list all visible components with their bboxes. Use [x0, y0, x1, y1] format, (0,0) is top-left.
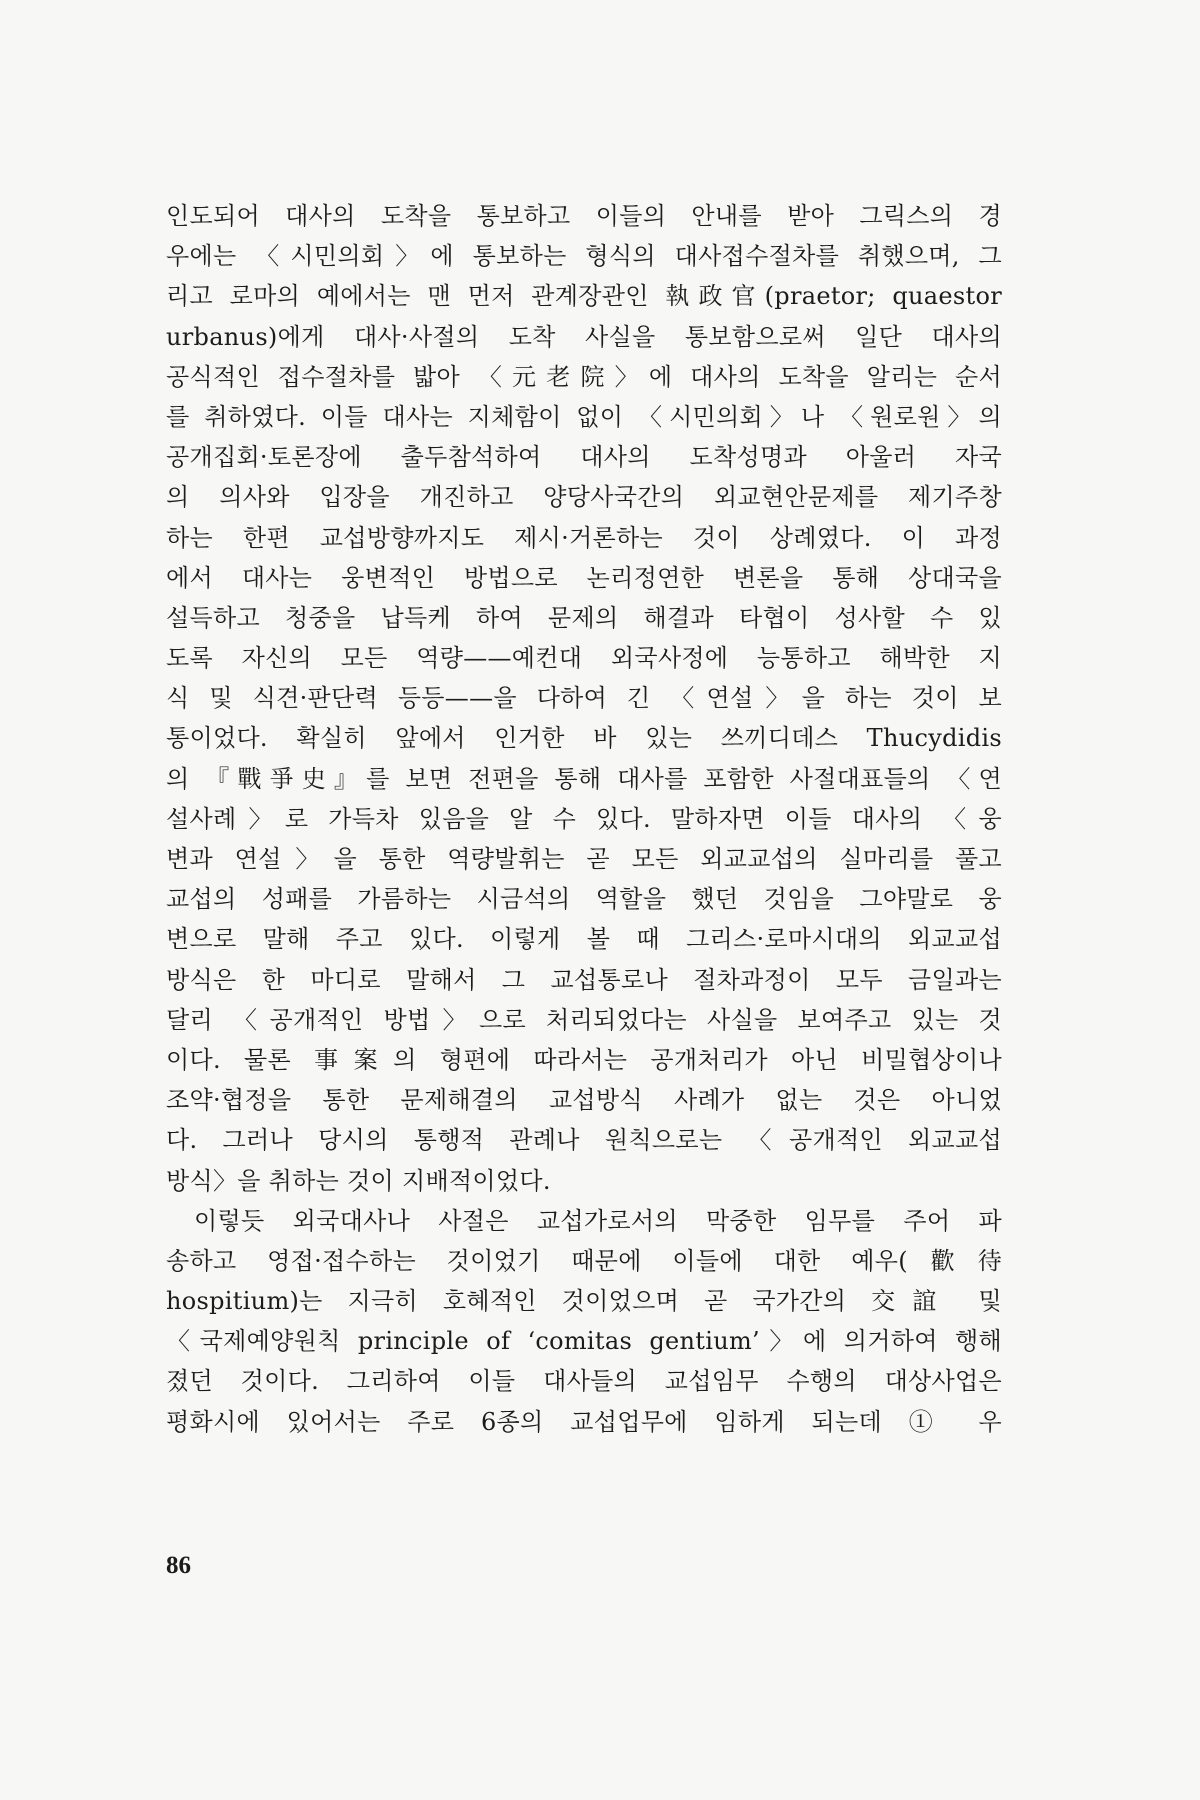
- text-line: 변으로 말해 주고 있다. 이렇게 볼 때 그리스·로마시대의 외교교섭: [166, 925, 1002, 954]
- text-line: 도록 자신의 모든 역량——예컨대 외국사정에 능통하고 해박한 지: [166, 644, 1002, 673]
- text-line: 교섭의 성패를 가름하는 시금석의 역할을 했던 것임을 그야말로 웅: [166, 885, 1002, 914]
- body-text: [166, 196, 1002, 1442]
- text-line: 이다. 물론 事案의 형편에 따라서는 공개처리가 아닌 비밀협상이나: [166, 1045, 1002, 1074]
- text-line: 공식적인 접수절차를 밟아 〈元老院〉에 대사의 도착을 알리는 순서: [166, 362, 1002, 391]
- text-line: 방식은 한 마디로 말해서 그 교섭통로나 절차과정이 모두 금일과는: [166, 965, 1002, 994]
- text-line: 통이었다. 확실히 앞에서 인거한 바 있는 쓰끼디데스 Thucydidis: [166, 724, 1002, 753]
- text-line: 다. 그러나 당시의 통행적 관례나 원칙으로는 〈공개적인 외교교섭: [166, 1126, 1002, 1155]
- text-line: 〈국제예양원칙 principle of ‘comitas gentium’〉에 의거하여 행해: [166, 1327, 1002, 1356]
- text-line: hospitium)는 지극히 호혜적인 것이었으며 곧 국가간의 交誼 및: [166, 1287, 1002, 1316]
- text-line: urbanus)에게 대사·사절의 도착 사실을 통보함으로써 일단 대사의: [166, 322, 1002, 351]
- paragraph-start-line: 이렇듯 외국대사나 사절은 교섭가로서의 막중한 임무를 주어 파: [194, 1206, 1002, 1235]
- text-line: 공개집회·토론장에 출두참석하여 대사의 도착성명과 아울러 자국: [166, 443, 1002, 472]
- text-line: 방식〉을 취하는 것이 지배적이었다.: [166, 1166, 551, 1195]
- text-line: 설득하고 청중을 납득케 하여 문제의 해결과 타협이 성사할 수 있: [166, 603, 1002, 632]
- page-number: 86: [166, 1552, 191, 1579]
- text-line: 우에는 〈시민의회〉에 통보하는 형식의 대사접수절차를 취했으며, 그: [166, 242, 1002, 271]
- text-line: 평화시에 있어서는 주로 6종의 교섭업무에 임하게 되는데 ① 우: [166, 1407, 1002, 1436]
- text-line: 의 의사와 입장을 개진하고 양당사국간의 외교현안문제를 제기주창: [166, 483, 1002, 512]
- text-line: 송하고 영접·접수하는 것이었기 때문에 이들에 대한 예우(歡待: [166, 1246, 1002, 1275]
- text-line: 인도되어 대사의 도착을 통보하고 이들의 안내를 받아 그릭스의 경: [166, 202, 1002, 230]
- text-line: 설사례〉로 가득차 있음을 알 수 있다. 말하자면 이들 대사의 〈웅: [166, 804, 1002, 833]
- text-line: 리고 로마의 예에서는 맨 먼저 관계장관인 執政官(praetor; quaestor: [166, 282, 1002, 311]
- text-line: 에서 대사는 웅변적인 방법으로 논리정연한 변론을 통해 상대국을: [166, 563, 1002, 592]
- text-line: 의 『戰爭史』를 보면 전편을 통해 대사를 포함한 사절대표들의 〈연: [166, 764, 1002, 793]
- text-line: 달리 〈공개적인 방법〉으로 처리되었다는 사실을 보여주고 있는 것: [166, 1005, 1002, 1034]
- text-line: 조약·협정을 통한 문제해결의 교섭방식 사례가 없는 것은 아니었: [166, 1086, 1002, 1115]
- text-line: 졌던 것이다. 그리하여 이들 대사들의 교섭임무 수행의 대상사업은: [166, 1367, 1002, 1396]
- text-line: 하는 한편 교섭방향까지도 제시·거론하는 것이 상례였다. 이 과정: [166, 523, 1002, 552]
- text-line: 를 취하였다. 이들 대사는 지체함이 없이 〈시민의회〉나 〈원로원〉의: [166, 402, 1002, 431]
- text-line: 변과 연설〉을 통한 역량발휘는 곧 모든 외교교섭의 실마리를 풀고: [166, 845, 1002, 873]
- text-line: 식 및 식견·판단력 등등——을 다하여 긴 〈연설〉을 하는 것이 보: [166, 684, 1002, 713]
